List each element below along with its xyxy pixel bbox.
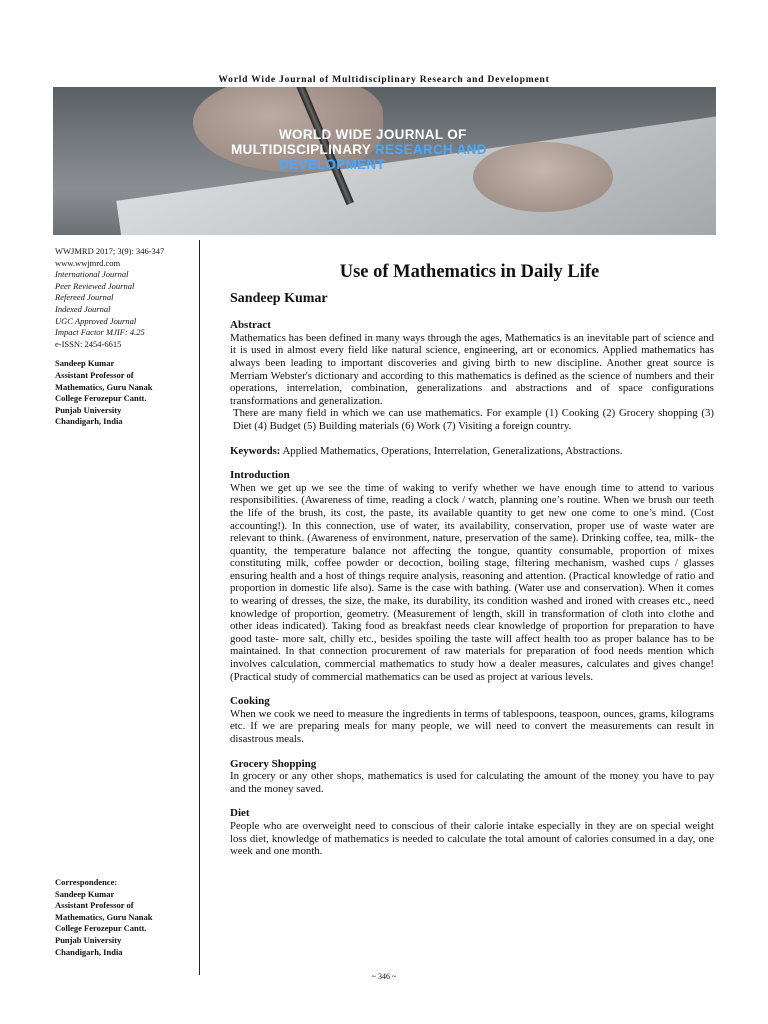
keywords	[230, 445, 714, 458]
column-divider	[199, 240, 200, 975]
tag-item: Refereed Journal	[55, 292, 114, 303]
affiliation-line: Mathematics, Guru Nanak	[55, 381, 153, 392]
affiliation-line: College Ferozepur Cantt.	[55, 923, 147, 934]
page-number: ~ 346 ~	[371, 972, 397, 981]
banner-title-line2b: RESEARCH AND	[374, 142, 487, 157]
affiliation-line: Punjab University	[55, 404, 122, 415]
introduction-heading: Introduction	[230, 469, 290, 482]
correspondence-name: Sandeep Kumar	[55, 888, 115, 899]
diet-paragraph: People who are overweight need to conscious of their calorie intake especially in they are on special weight loss diet, knowledge of mathematics is needed to calculate the total amount of calories consumed in a day, one week and one month.	[230, 819, 714, 858]
cooking-paragraph: When we cook we need to measure the ingredients in terms of tablespoons, teaspoon, ounces, grams, kilograms etc. If we are preparing meals for many people, we will need to convert the measurements can result in disastrous meals.	[230, 707, 714, 745]
affiliation-line: Assistant Professor of	[55, 900, 134, 911]
abstract-paragraph: Mathematics has been defined in many ways through the ages, Mathematics is an inevitable part of science and it is used in almost every field like natural science, engineering, art or economics. Applied mathematics has always been leading to important discoveries and giving birth to new discipline. Another great source is Merriam Webster's dictionary and according to this mathematics is defined as the science of numbers and their operations, interrelation, combination, generalizations and abstractions and of space configurations transformations and generalization.	[230, 331, 714, 407]
abstract-paragraph: There are many field in which we can use mathematics. For example (1) Cooking (2) Grocery shopping (3) Diet (4) Budget (5) Building materials (6) Work (7) Visiting a foreign country.	[233, 407, 714, 432]
affiliation-line: Mathematics, Guru Nanak	[55, 911, 153, 922]
keywords-label: Keywords:	[230, 444, 281, 457]
affiliation-line: Punjab University	[55, 934, 122, 945]
journal-banner	[53, 87, 716, 235]
affiliation-line: Assistant Professor of	[55, 369, 134, 380]
website-link[interactable]: www.wwjmrd.com	[55, 257, 121, 268]
tag-item: Impact Factor MJIF: 4.25	[55, 327, 145, 338]
tag-item: Indexed Journal	[55, 303, 111, 314]
sidebar-author-name: Sandeep Kumar	[55, 358, 115, 369]
affiliation-line: Chandigarh, India	[55, 946, 123, 957]
sidebar-meta	[55, 246, 195, 428]
introduction-paragraph: When we get up we see the time of waking to verify whether we have enough time to attend to various responsibilities. (Awareness of time, reading a clock / watch, planning one’s routine. When we brush our teeth the life of the brush, its cost, the paste, its available quantity to get new one come to one’s mind. (Cost accounting!). In this connection, use of water, its availability, conservation, proper use of waste water are relevant to think. (Awareness of environment, nature, preservation of the same). Drinking coffee, tea, milk- the quantity, the temperature balance not affecting the tongue, quantity consumable, proportion of mixes constituting milk, coffee powder or decoction, boiling stage, filtering mechanism, washed cups / glasses ensuring health and a host of things require analysis, reasoning and attention. (Practical knowledge of ratio and proportion in domestic life also). Same is the case with bathing. (Water use and conservation). When it comes to wearing of dresses, the size, the make, its durability, its condition washed and ironed with creases etc., need knowledge of proportion, geometry. (Measurement of length, skill in transformation of cloth into clothe and other ideas indicated). Taking food as breakfast needs clear knowledge of proportion for preparation to have good taste- more salt, chilly etc., besides spoiling the taste will affect health too as proper balance has to be maintained. In that connection procurement of raw materials for preparation of food needs mention which involves calculation, commercial mathematics to study how a dealer measures, calculates and gives change! (Practical study of commercial mathematics can be used as project at various levels.	[230, 481, 714, 683]
keywords-text: Applied Mathematics, Operations, Interrelation, Generalizations, Abstractions.	[280, 444, 623, 457]
banner-title-line3: DEVELOPMENT	[279, 157, 386, 172]
correspondence-block	[55, 877, 195, 958]
eissn: e-ISSN: 2454-6615	[55, 338, 122, 349]
tag-item: International Journal	[55, 269, 129, 280]
cooking-heading: Cooking	[230, 695, 270, 708]
paper-title: Use of Mathematics in Daily Life	[339, 262, 600, 282]
grocery-heading: Grocery Shopping	[230, 757, 317, 770]
diet-heading: Diet	[230, 807, 250, 820]
tag-item: UGC Approved Journal	[55, 315, 137, 326]
correspondence-label: Correspondence:	[55, 877, 118, 887]
abstract-heading: Abstract	[230, 319, 271, 332]
banner-hand2-image	[473, 142, 613, 212]
article-body	[230, 262, 714, 858]
affiliation-line: Chandigarh, India	[55, 416, 123, 427]
affiliation-line: College Ferozepur Cantt.	[55, 393, 147, 404]
banner-title	[231, 127, 487, 172]
journal-name-header: World Wide Journal of Multidisciplinary Research and Development	[218, 75, 550, 85]
citation: WWJMRD 2017; 3(9): 346-347	[55, 246, 165, 256]
paper-author: Sandeep Kumar	[230, 290, 328, 306]
grocery-paragraph: In grocery or any other shops, mathematics is used for calculating the amount of the money you have to pay and the money saved.	[230, 770, 714, 795]
banner-title-line1: WORLD WIDE JOURNAL OF	[279, 127, 467, 142]
tag-item: Peer Reviewed Journal	[55, 280, 135, 291]
banner-title-line2a: MULTIDISCIPLINARY	[231, 142, 375, 157]
